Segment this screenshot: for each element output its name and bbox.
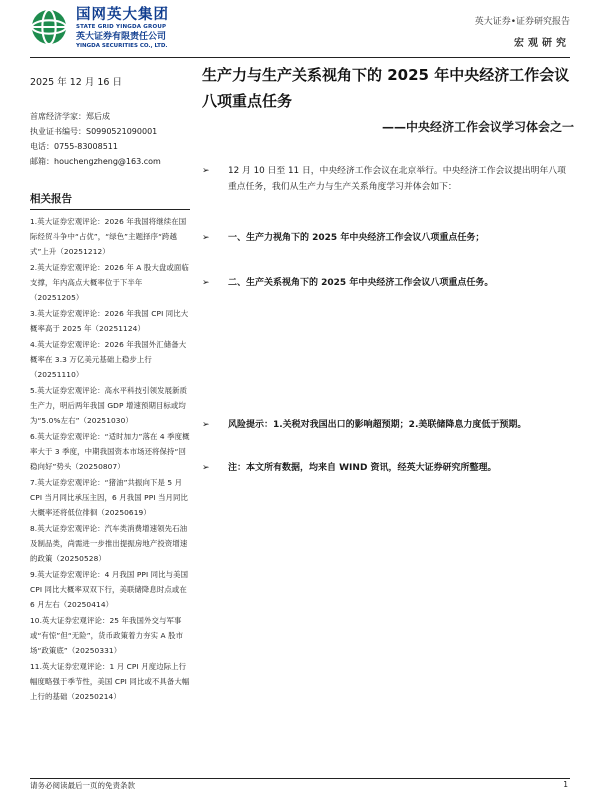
risk-warning-text: 风险提示：1.关税对我国出口的影响超预期；2.美联储降息力度低于预期。 bbox=[228, 420, 527, 430]
key-point-2-text: 二、生产关系视角下的 2025 年中央经济工作会议八项重点任务。 bbox=[228, 278, 494, 288]
data-source-note-text: 注：本文所有数据，均来自 WIND 资讯，经英大证券研究所整理。 bbox=[228, 463, 497, 473]
sidebar bbox=[30, 70, 190, 705]
company-name-cn: 英大证券有限责任公司 bbox=[76, 32, 167, 42]
company-logo bbox=[30, 6, 230, 50]
intro-text: 12 月 10 日至 11 日，中央经济工作会议在北京举行。中央经济工作会议提出明年八项重点任务，我们从生产力与生产关系角度学习并体会如下： bbox=[228, 166, 566, 192]
arrow-bullet-icon: ➢ bbox=[202, 166, 210, 176]
intro-paragraph bbox=[202, 163, 574, 195]
related-report-item: 1.英大证券宏观评论：2026 年我国将继续在国际经贸斗争中“占优”，“绿色”主题择序“跨越式”上升（20251212） bbox=[30, 217, 187, 256]
group-name-cn: 国网英大集团 bbox=[76, 7, 169, 23]
related-reports-title: 相关报告 bbox=[30, 191, 190, 210]
author-info bbox=[30, 109, 190, 169]
company-name-en: YINGDA SECURITIES CO., LTD. bbox=[76, 43, 168, 49]
report-series: 英大证券•证券研究报告 bbox=[474, 17, 570, 27]
main-content bbox=[202, 62, 574, 473]
related-reports-list bbox=[30, 214, 190, 704]
arrow-bullet-icon: ➢ bbox=[202, 278, 210, 288]
related-report-item: 8.英大证券宏观评论：汽车类消费增速领先石油及制品类，尚需进一步推出提振房地产投资增速的政策（20250528） bbox=[30, 524, 188, 563]
data-source-note bbox=[202, 460, 497, 476]
related-report-item: 9.英大证券宏观评论：4 月我国 PPI 同比与美国 CPI 同比大概率双双下行，美联储降息时点或在 6 月左右（20250414） bbox=[30, 570, 189, 609]
risk-warning bbox=[202, 417, 526, 433]
group-name-en: STATE GRID YINGDA GROUP bbox=[76, 24, 167, 30]
arrow-bullet-icon: ➢ bbox=[202, 233, 210, 243]
report-date: 2025 年 12 月 16 日 bbox=[30, 77, 122, 88]
related-report-item: 11.英大证券宏观评论：1 月 CPI 月度边际上行幅度略强于季节性，美国 CPI 同比或不具备大幅上行的基础（20250214） bbox=[30, 662, 190, 701]
footer-divider bbox=[30, 778, 570, 779]
footer-disclaimer: 请务必阅读最后一页的免责条款 bbox=[30, 781, 135, 790]
report-type: 宏观研究 bbox=[514, 38, 570, 49]
state-grid-logo-icon bbox=[30, 8, 68, 46]
related-report-item: 6.英大证券宏观评论：“适时加力”落在 4 季度概率大于 3 季度，中期我国资本市场还将保持“回稳向好”势头（20250807） bbox=[30, 432, 190, 471]
arrow-bullet-icon: ➢ bbox=[202, 463, 210, 473]
arrow-bullet-icon: ➢ bbox=[202, 420, 210, 430]
key-point-2 bbox=[202, 275, 493, 291]
author-name: 首席经济学家：郑后成 bbox=[30, 112, 110, 121]
related-report-item: 5.英大证券宏观评论：高水平科技引领发展新质生产力，明后两年我国 GDP 增速预期目标或均为“5.0%左右”（20251030） bbox=[30, 386, 188, 425]
report-header bbox=[475, 16, 570, 49]
author-cert: 执业证书编号：S0990521090001 bbox=[30, 127, 158, 136]
header-divider bbox=[30, 57, 570, 58]
author-phone: 电话：0755-83008511 bbox=[30, 142, 118, 151]
key-point-1 bbox=[202, 230, 484, 246]
related-report-item: 7.英大证券宏观评论：“猪油”共振向下是 5 月 CPI 当月同比承压主因，6 月我国 PPI 当月同比大概率还将低位徘徊（20250619） bbox=[30, 478, 188, 517]
page-number: 1 bbox=[563, 780, 568, 789]
report-subtitle: ——中央经济工作会议学习体会之一 bbox=[381, 120, 574, 134]
report-title: 生产力与生产关系视角下的 2025 年中央经济工作会议八项重点任务 bbox=[202, 66, 570, 110]
related-report-item: 10.英大证券宏观评论：25 年我国外交与军事或“有惊”但“无险”，货币政策着力夯实 A 股市场“政策底”（20250331） bbox=[30, 616, 184, 655]
related-report-item: 3.英大证券宏观评论：2026 年我国 CPI 同比大概率高于 2025 年（20251124） bbox=[30, 309, 189, 333]
related-report-item: 4.英大证券宏观评论：2026 年我国外汇储备大概率在 3.3 万亿美元基础上稳步上行（20251110） bbox=[30, 340, 187, 379]
key-point-1-text: 一、生产力视角下的 2025 年中央经济工作会议八项重点任务； bbox=[228, 233, 485, 243]
related-report-item: 2.英大证券宏观评论：2026 年 A 股大盘或面临支撑，年内高点大概率位于下半年（20251205） bbox=[30, 263, 189, 302]
author-email[interactable]: 邮箱：houchengzheng@163.com bbox=[30, 157, 161, 166]
